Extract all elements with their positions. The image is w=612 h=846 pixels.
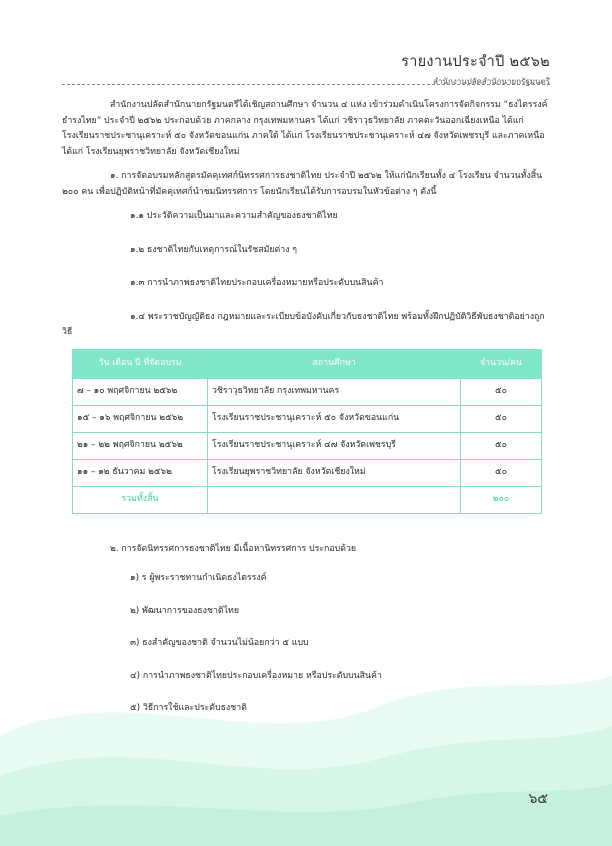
date-cell: ๒๑ – ๒๒ พฤศจิกายน ๒๕๖๒: [73, 432, 208, 459]
table-row: [73, 459, 542, 486]
table-total-row: [73, 486, 542, 513]
header-divider: [62, 84, 550, 85]
section-2-heading: ๒. การจัดนิทรรศการธงชาติไทย มีเนื้อหานิทรรศการ ประกอบด้วย: [110, 543, 357, 554]
count-cell: ๕๐: [461, 459, 542, 486]
table-header-count: จำนวน/คน: [461, 349, 542, 378]
section-1-item: ๑.๔ พระราชบัญญัติธง กฎหมายและระเบียบข้อบังคับเกี่ยวกับธงชาติไทย พร้อมทั้งฝึกปฏิบัติวิธีพับธงชาติอย่างถูกวิธี: [62, 311, 545, 337]
section-1-item: ๑.๑ ประวัติความเป็นมาและความสำคัญของธงชาติไทย: [130, 211, 338, 221]
section-1-paragraph: ๑. การจัดอบรมหลักสูตรมัคคุเทศก์นิทรรศการธงชาติไทย ประจำปี ๒๕๖๒ ให้แก่นักเรียนทั้ง ๔ โรงเรียน จำนวนทั้งสิ้น ๒๐๐ คน เพื่อปฏิบัติหน้าที่มัคคุเทศก์นำชมนิทรรศการ โดยนักเรียนได้รับการอบรมในหัวข้อต่าง ๆ ดังนี้: [62, 171, 543, 197]
table-header-date: วัน เดือน ปี ที่จัดอบรม: [73, 349, 208, 378]
total-value: ๒๐๐: [461, 486, 542, 513]
section-2: [62, 542, 550, 717]
date-cell: ๗ – ๑๐ พฤศจิกายน ๒๕๖๒: [73, 378, 208, 405]
page-number: ๖๕: [528, 791, 548, 807]
report-title: รายงานประจำปี ๒๕๖๒: [401, 54, 550, 70]
count-cell: ๕๐: [461, 432, 542, 459]
school-cell: โรงเรียนยุพราชวิทยาลัย จังหวัดเชียงใหม่: [208, 459, 461, 486]
count-cell: ๕๐: [461, 405, 542, 432]
school-cell: วชิราวุธวิทยาลัย กรุงเทพมหานคร: [208, 378, 461, 405]
document-body: [62, 98, 550, 734]
school-cell: โรงเรียนราชประชานุเคราะห์ ๔๗ จังหวัดเพชรบุรี: [208, 432, 461, 459]
training-schedule-table: [72, 349, 542, 514]
section-2-item: ๕) วิธีการใช้และประดับธงชาติ: [130, 703, 247, 713]
date-cell: ๑๑ – ๑๒ ธันวาคม ๒๕๖๒: [73, 459, 208, 486]
section-2-item: ๔) การนำภาพธงชาติไทยประกอบเครื่องหมาย หรือประดับบนสินค้า: [130, 670, 382, 681]
table-row: [73, 405, 542, 432]
section-2-item: ๑) ร ผู้พระราชทานกำเนิดธงไตรรงค์: [130, 573, 267, 583]
date-cell: ๑๕ – ๑๖ พฤศจิกายน ๒๕๖๒: [73, 405, 208, 432]
table-row: [73, 432, 542, 459]
school-cell: โรงเรียนราชประชานุเคราะห์ ๕๐ จังหวัดขอนแก่น: [208, 405, 461, 432]
section-1-item: ๑.๓ การนำภาพธงชาติไทยประกอบเครื่องหมายหรือประดับบนสินค้า: [130, 278, 384, 288]
count-cell: ๕๐: [461, 378, 542, 405]
intro-paragraph: สำนักงานปลัดสำนักนายกรัฐมนตรีได้เชิญสถานศึกษา จำนวน ๔ แห่ง เข้าร่วมดำเนินโครงการจัดกิจกรรม “ธงไตรรงค์ ธำรงไทย” ประจำปี ๒๕๖๒ ประกอบด้วย ภาคกลาง กรุงเทพมหานคร ได้แก่ วชิราวุธวิทยาลัย ภาคตะวันออกเฉียงเหนือ ได้แก่ โรงเรียนราชประชานุเคราะห์ ๕๐ จังหวัดขอนแก่น ภาคใต้ ได้แก่ โรงเรียนราชประชานุเคราะห์ ๔๗ จังหวัดเพชรบุรี และภาคเหนือ ได้แก่ โรงเรียนยุพราชวิทยาลัย จังหวัดเชียงใหม่: [62, 100, 548, 157]
report-subtitle: สำนักงานปลัดสำนักนายกรัฐมนตรี: [433, 77, 550, 86]
total-label: รวมทั้งสิ้น: [73, 486, 208, 513]
report-header: [401, 50, 550, 88]
section-2-item: ๒) พัฒนาการของธงชาติไทย: [130, 605, 239, 616]
table-header-school: สถานศึกษา: [208, 349, 461, 378]
total-empty-cell: [208, 486, 461, 513]
table-row: [73, 378, 542, 405]
section-2-item: ๓) ธงสำคัญของชาติ จำนวนไม่น้อยกว่า ๕ แบบ: [130, 638, 309, 648]
section-1-item: ๑.๒ ธงชาติไทยกับเหตุการณ์ในรัชสมัยต่าง ๆ: [130, 244, 298, 255]
